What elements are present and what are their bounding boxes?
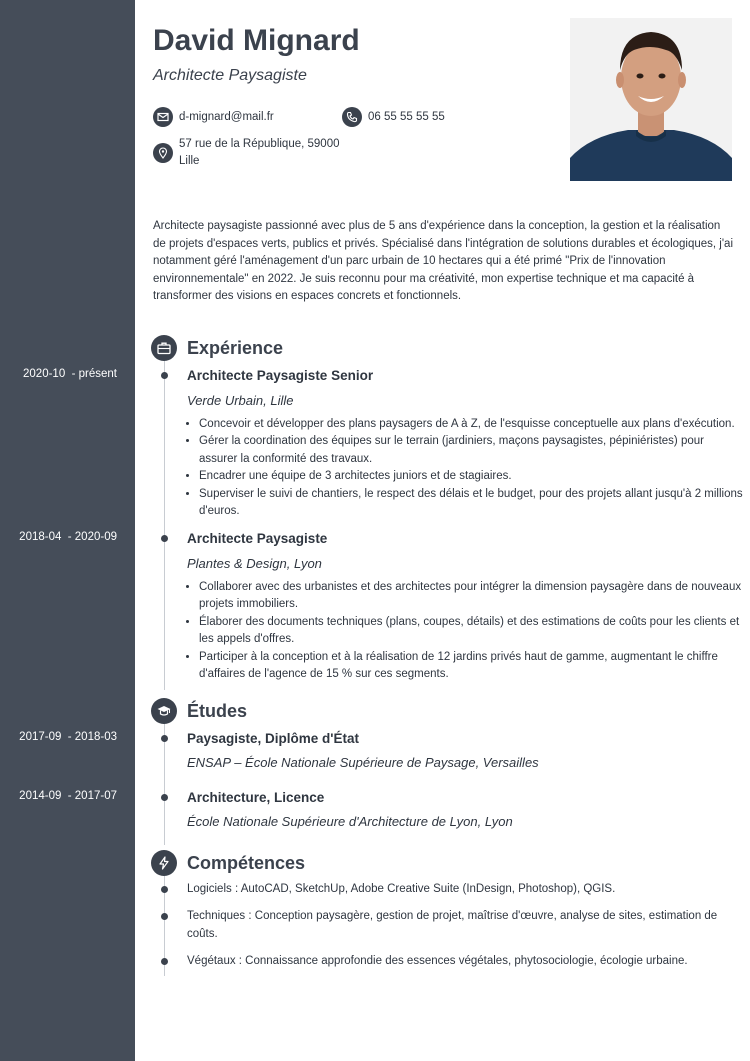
timeline-line-experience (164, 360, 165, 690)
education-2-dates: 2014-09 - 2017-07 (19, 790, 117, 802)
timeline-dot (161, 735, 168, 742)
experience-1-company: Verde Urbain, Lille (187, 393, 294, 408)
bullet-item: • Encadrer une équipe de 3 architectes juniors et de stagiaires. (199, 468, 744, 485)
email-text: d-mignard@mail.fr (179, 111, 274, 123)
address-text (179, 136, 340, 170)
experience-1-dates: 2020-10 - présent (23, 368, 117, 380)
timeline-dot (161, 535, 168, 542)
education-1-title: Paysagiste, Diplôme d'État (187, 731, 360, 746)
graduation-cap-icon (151, 698, 177, 724)
experience-1-bullets (187, 416, 744, 520)
experience-1-title: Architecte Paysagiste Senior (187, 368, 374, 383)
phone-text: 06 55 55 55 55 (368, 111, 445, 123)
map-pin-icon (153, 143, 173, 163)
education-1-school: ENSAP – École Nationale Supérieure de Paysage, Versailles (187, 755, 539, 770)
section-title-skills: Compétences (187, 853, 306, 873)
experience-2-company: Plantes & Design, Lyon (187, 556, 322, 571)
lightning-icon (151, 850, 177, 876)
timeline-dot (161, 886, 168, 893)
profile-photo (570, 18, 732, 181)
education-1-dates: 2017-09 - 2018-03 (19, 731, 117, 743)
bullet-item: • Collaborer avec des urbanistes et des architectes pour intégrer la dimension paysagère dans de nouveaux projets immobiliers. (199, 579, 744, 614)
experience-2-bullets (187, 579, 744, 683)
timeline-dot (161, 794, 168, 801)
address-line-1: 57 rue de la République, 59000 (179, 138, 340, 150)
phone-icon (342, 107, 362, 127)
address-line-2: Lille (179, 155, 200, 167)
experience-2-title: Architecte Paysagiste (187, 531, 328, 546)
bullet-item: • Élaborer des documents techniques (plans, coupes, détails) et des estimations de coûts pour les clients et les appels d'offres. (199, 614, 744, 649)
education-2-school: École Nationale Supérieure d'Architecture de Lyon, Lyon (187, 814, 513, 829)
bullet-item: • Gérer la coordination des équipes sur le terrain (jardiniers, maçons paysagistes, pépiniéristes) pour assurer la conformité des travaux. (199, 433, 744, 468)
education-2-title: Architecture, Licence (187, 790, 325, 805)
timeline-dot (161, 372, 168, 379)
profile-summary: Architecte paysagiste passionné avec plus de 5 ans d'expérience dans la conception, la gestion et la réalisation de projets d'espaces verts, publics et privés. Spécialisé dans l'intégration de solutions durables et écologiques, j'ai notamment géré l'aménagement d'un parc urbain de 10 hectares qui a été primé "Prix de l'innovation environnementale" en 2022. Je suis reconnu pour ma créativité, mon expertise technique et ma capacité à transformer des visions en espaces concrets et fonctionnels. (153, 220, 734, 303)
bullet-item: • Superviser le suivi de chantiers, le respect des délais et le budget, pour des projets allant jusqu'à 2 millions d'euros. (199, 486, 744, 521)
bullet-item: • Concevoir et développer des plans paysagers de A à Z, de l'esquisse conceptuelle aux plans d'exécution. (199, 416, 744, 433)
skill-item-plants: Végétaux : Connaissance approfondie des essences végétales, phytosociologie, écologie urbaine. (187, 955, 688, 967)
bullet-item: • Participer à la conception et à la réalisation de 12 jardins privés haut de gamme, augmentant le chiffre d'affaires de l'agence de 15 % sur ces segments. (199, 649, 744, 684)
envelope-icon (153, 107, 173, 127)
skill-item-software: Logiciels : AutoCAD, SketchUp, Adobe Creative Suite (InDesign, Photoshop), QGIS. (187, 883, 616, 895)
briefcase-icon (151, 335, 177, 361)
job-title: Architecte Paysagiste (153, 67, 307, 84)
section-title-experience: Expérience (187, 338, 284, 358)
experience-2-dates: 2018-04 - 2020-09 (19, 531, 117, 543)
timeline-dot (161, 913, 168, 920)
timeline-dot (161, 958, 168, 965)
skill-item-techniques: Techniques : Conception paysagère, gestion de projet, maîtrise d'œuvre, analyse de sites, estimation de coûts. (187, 910, 718, 940)
section-title-education: Études (187, 701, 248, 721)
candidate-name: David Mignard (153, 24, 360, 57)
